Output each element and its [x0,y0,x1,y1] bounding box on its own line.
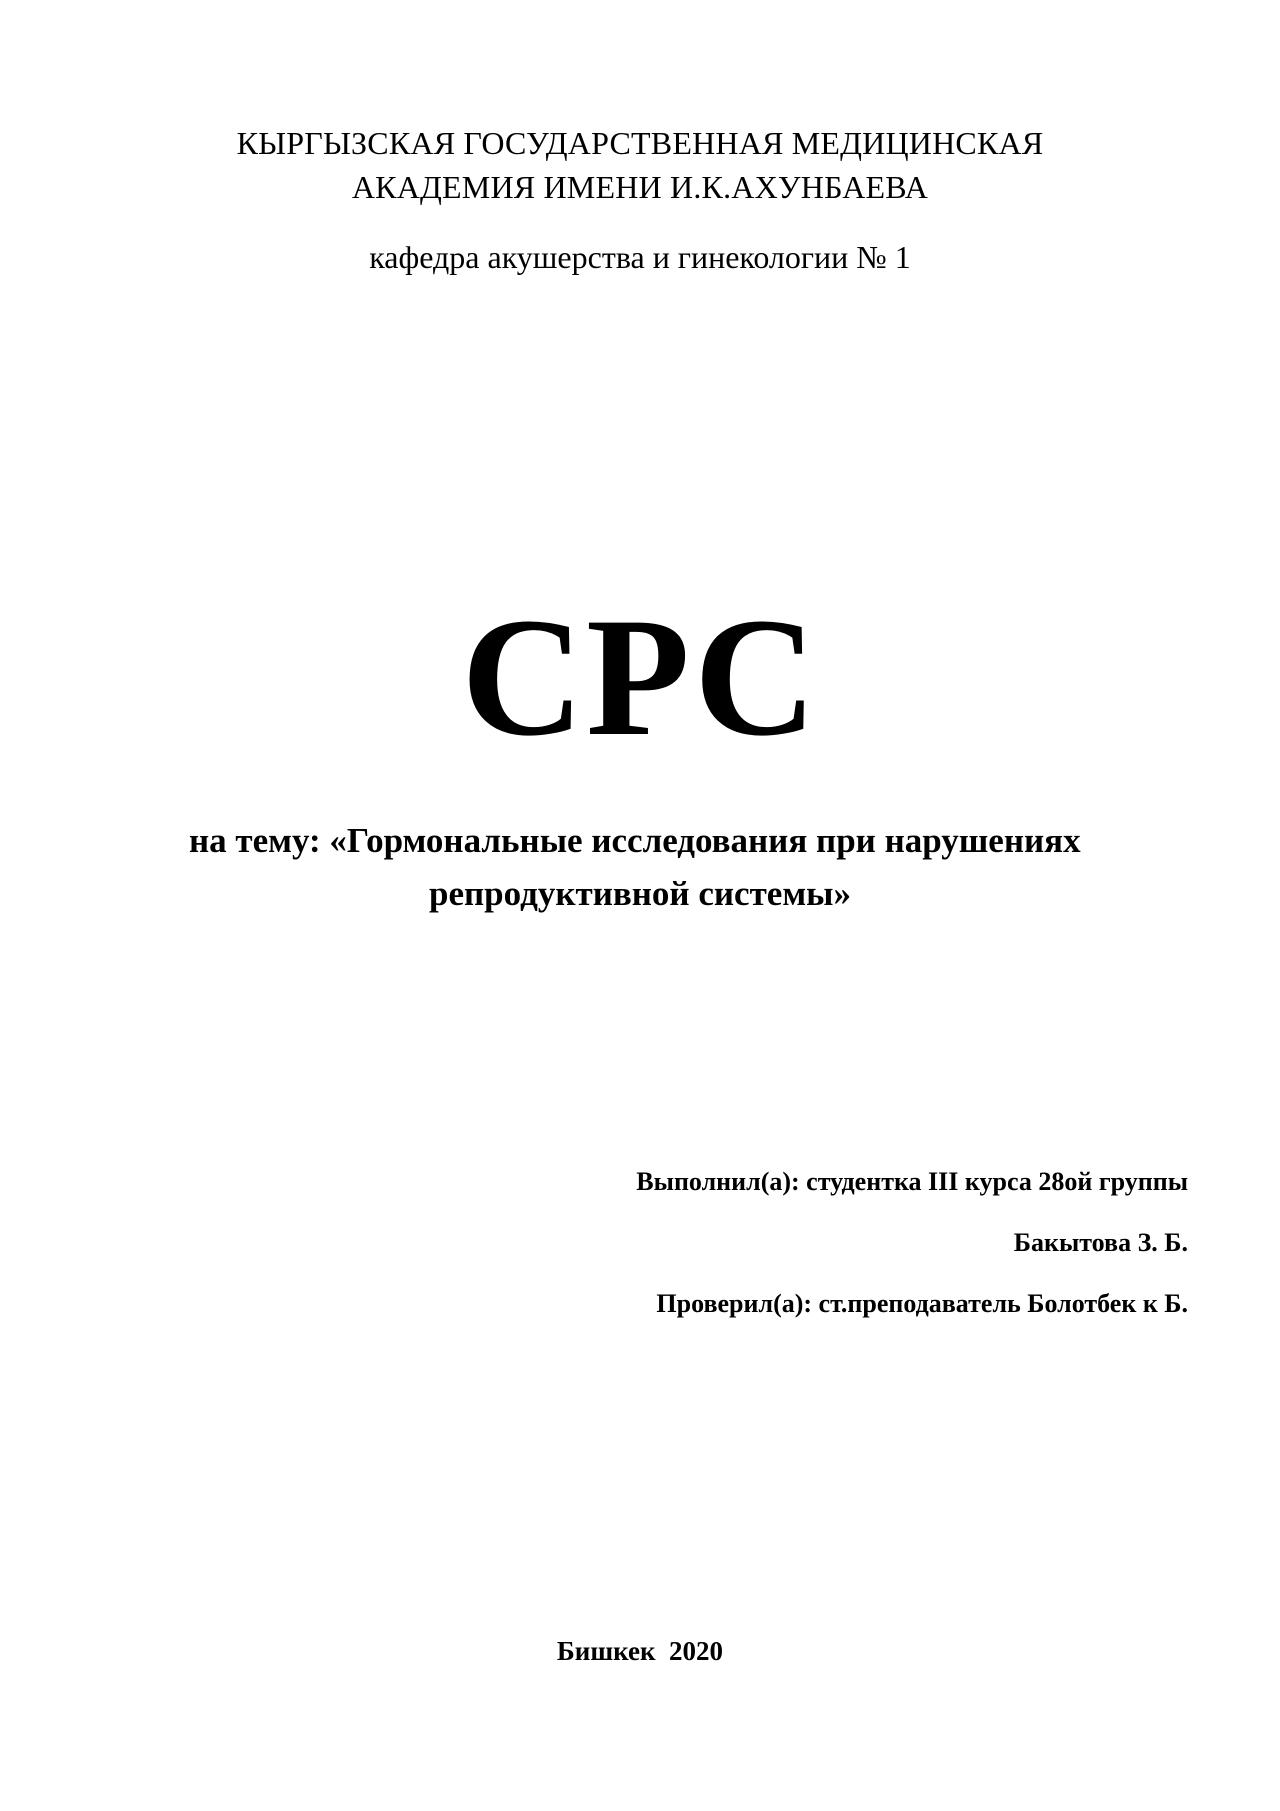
institution-name-line-2: АКАДЕМИЯ ИМЕНИ И.К.АХУНБАЕВА [351,169,929,205]
student-name: Бакытова З. Б. [1013,1228,1188,1257]
department-name: кафедра акушерства и гинекологии № 1 [369,239,911,275]
checked-by-line: Проверил(а): ст.преподаватель Болотбек к Б. [656,1289,1188,1318]
document-title: СРС [461,583,819,771]
city-and-year: Бишкек 2020 [556,1636,724,1666]
topic-line-2: репродуктивной системы» [429,874,851,913]
topic-line-1: на тему: «Гормональные исследования при нарушениях [189,821,1081,860]
performed-by-line: Выполнил(а): студентка III курса 28ой группы [636,1167,1188,1196]
institution-name-line-1: КЫРГЫЗСКАЯ ГОСУДАРСТВЕННАЯ МЕДИЦИНСКАЯ [236,125,1044,161]
